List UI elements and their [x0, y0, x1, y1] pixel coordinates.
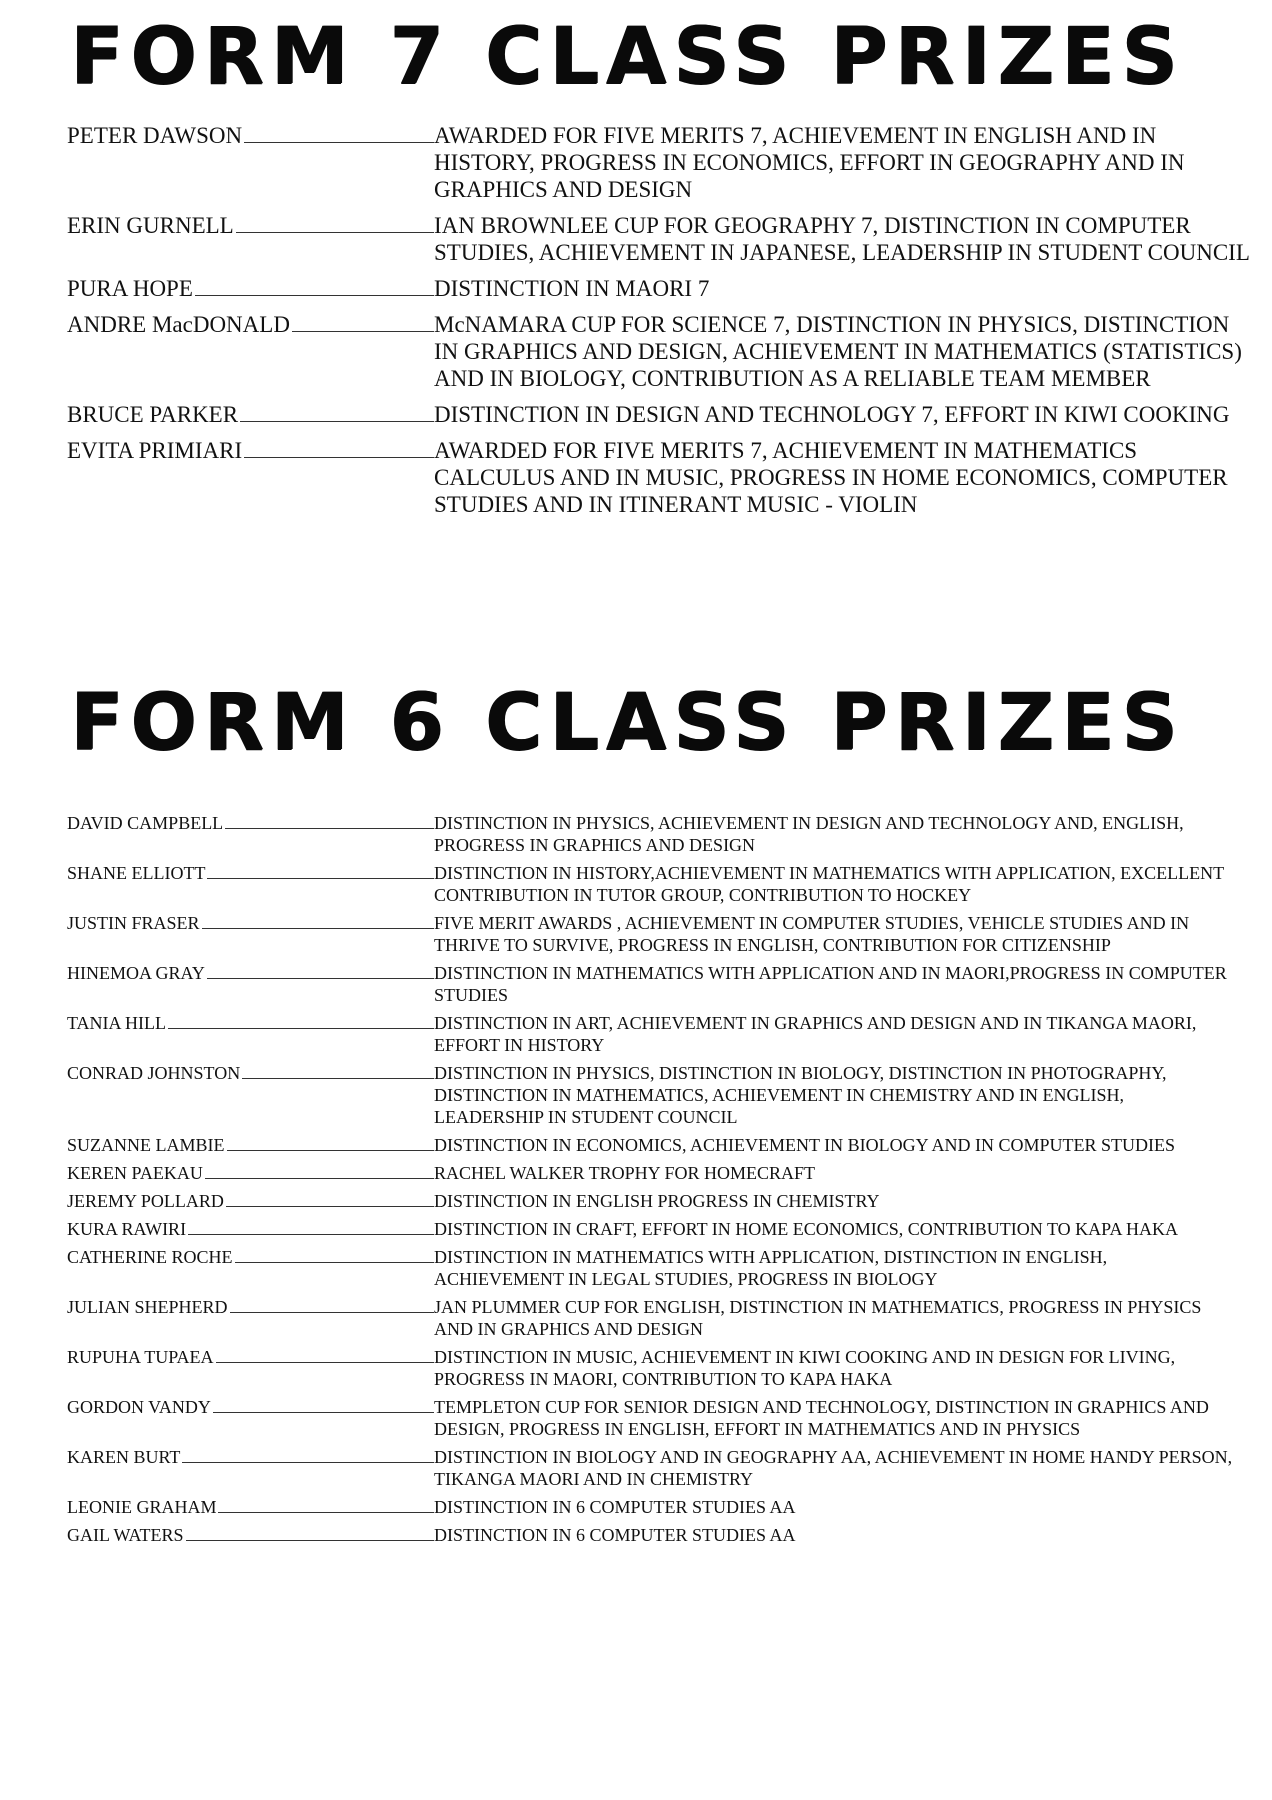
- dotted-leader-line: [230, 1296, 434, 1313]
- recipient-name: SHANE ELLIOTT: [67, 863, 206, 883]
- recipient-name: SUZANNE LAMBIE: [67, 1135, 225, 1155]
- prize-entry: [0, 311, 1272, 392]
- recipient-name: JUSTIN FRASER: [67, 913, 200, 933]
- recipient-name: EVITA PRIMIARI: [67, 438, 243, 463]
- recipient-column: [0, 122, 434, 149]
- recipient-name: KAREN BURT: [67, 1447, 181, 1467]
- recipient-column: [0, 812, 434, 834]
- recipient-column: [0, 212, 434, 239]
- dotted-leader-line: [236, 212, 434, 233]
- recipient-name: KEREN PAEKAU: [67, 1163, 203, 1183]
- recipient-name: KURA RAWIRI: [67, 1219, 187, 1239]
- recipient-column: [0, 1190, 434, 1212]
- prize-entry: [0, 1446, 1272, 1490]
- dotted-leader-line: [227, 1134, 435, 1151]
- recipient-name: ANDRE MacDONALD: [67, 312, 290, 337]
- award-description: DISTINCTION IN ART, ACHIEVEMENT IN GRAPHICS AND DESIGN AND IN TIKANGA MAORI, EFFORT IN HISTORY: [434, 1013, 1197, 1055]
- recipient-name: JEREMY POLLARD: [67, 1191, 224, 1211]
- recipient-column: [0, 1496, 434, 1518]
- prize-entry: [0, 1246, 1272, 1290]
- recipient-column: [0, 1062, 434, 1084]
- award-description: McNAMARA CUP FOR SCIENCE 7, DISTINCTION IN PHYSICS, DISTINCTION IN GRAPHICS AND DESIGN, ACHIEVEMENT IN MATHEMATICS (STATISTICS) AND IN BIOLOGY, CONTRIBUTION AS A RELIABLE TEAM MEMBER: [434, 312, 1242, 391]
- recipient-name: DAVID CAMPBELL: [67, 813, 224, 833]
- prize-entry: [0, 862, 1272, 906]
- form7-prize-list: [0, 122, 1272, 527]
- award-description: RACHEL WALKER TROPHY FOR HOMECRAFT: [434, 1163, 816, 1183]
- dotted-leader-line: [235, 1246, 435, 1263]
- award-description: DISTINCTION IN MUSIC, ACHIEVEMENT IN KIWI COOKING AND IN DESIGN FOR LIVING, PROGRESS IN MAORI, CONTRIBUTION TO KAPA HAKA: [434, 1347, 1176, 1389]
- recipient-column: [0, 1296, 434, 1318]
- recipient-name: CONRAD JOHNSTON: [67, 1063, 241, 1083]
- award-description: FIVE MERIT AWARDS , ACHIEVEMENT IN COMPUTER STUDIES, VEHICLE STUDIES AND IN THRIVE TO SURVIVE, PROGRESS IN ENGLISH, CONTRIBUTION FOR CITIZENSHIP: [434, 913, 1190, 955]
- recipient-name: GAIL WATERS: [67, 1525, 184, 1545]
- dotted-leader-line: [207, 962, 434, 979]
- recipient-name: TANIA HILL: [67, 1013, 167, 1033]
- award-description: DISTINCTION IN MATHEMATICS WITH APPLICATION, DISTINCTION IN ENGLISH, ACHIEVEMENT IN LEGAL STUDIES, PROGRESS IN BIOLOGY: [434, 1247, 1108, 1289]
- recipient-name: PETER DAWSON: [67, 123, 243, 148]
- recipient-column: [0, 1446, 434, 1468]
- prize-entry: [0, 1524, 1272, 1546]
- prize-entry: [0, 1134, 1272, 1156]
- award-description: AWARDED FOR FIVE MERITS 7, ACHIEVEMENT IN ENGLISH AND IN HISTORY, PROGRESS IN ECONOMICS, EFFORT IN GEOGRAPHY AND IN GRAPHICS AND DESIGN: [434, 123, 1185, 202]
- dotted-leader-line: [213, 1396, 434, 1413]
- recipient-name: HINEMOA GRAY: [67, 963, 205, 983]
- award-description: JAN PLUMMER CUP FOR ENGLISH, DISTINCTION IN MATHEMATICS, PROGRESS IN PHYSICS AND IN GRAPHICS AND DESIGN: [434, 1297, 1202, 1339]
- recipient-column: [0, 962, 434, 984]
- recipient-column: [0, 1012, 434, 1034]
- form6-prize-list: [0, 812, 1272, 1552]
- form7-heading: FORM 7 CLASS PRIZES: [70, 12, 1185, 102]
- dotted-leader-line: [240, 401, 434, 422]
- recipient-name: RUPUHA TUPAEA: [67, 1347, 214, 1367]
- recipient-column: [0, 401, 434, 428]
- prize-entry: [0, 812, 1272, 856]
- dotted-leader-line: [244, 437, 434, 458]
- dotted-leader-line: [168, 1012, 434, 1029]
- recipient-column: [0, 1162, 434, 1184]
- prize-entry: [0, 962, 1272, 1006]
- dotted-leader-line: [182, 1446, 434, 1463]
- dotted-leader-line: [202, 912, 434, 929]
- recipient-column: [0, 862, 434, 884]
- dotted-leader-line: [242, 1062, 434, 1079]
- award-description: DISTINCTION IN PHYSICS, ACHIEVEMENT IN DESIGN AND TECHNOLOGY AND, ENGLISH, PROGRESS IN GRAPHICS AND DESIGN: [434, 813, 1184, 855]
- prize-entry: [0, 275, 1272, 302]
- prize-entry: [0, 1012, 1272, 1056]
- recipient-column: [0, 1246, 434, 1268]
- dotted-leader-line: [225, 812, 434, 829]
- prize-entry: [0, 1062, 1272, 1128]
- recipient-column: [0, 1218, 434, 1240]
- award-description: DISTINCTION IN ECONOMICS, ACHIEVEMENT IN BIOLOGY AND IN COMPUTER STUDIES: [434, 1135, 1175, 1155]
- recipient-column: [0, 311, 434, 338]
- recipient-column: [0, 1396, 434, 1418]
- recipient-column: [0, 1346, 434, 1368]
- award-description: DISTINCTION IN 6 COMPUTER STUDIES AA: [434, 1497, 796, 1517]
- prize-entry: [0, 401, 1272, 428]
- recipient-column: [0, 437, 434, 464]
- recipient-name: LEONIE GRAHAM: [67, 1497, 217, 1517]
- award-description: DISTINCTION IN DESIGN AND TECHNOLOGY 7, EFFORT IN KIWI COOKING: [434, 402, 1230, 427]
- award-description: DISTINCTION IN PHYSICS, DISTINCTION IN BIOLOGY, DISTINCTION IN PHOTOGRAPHY, DISTINCTION IN MATHEMATICS, ACHIEVEMENT IN CHEMISTRY AND IN ENGLISH, LEADERSHIP IN STUDENT COUNCIL: [434, 1063, 1167, 1127]
- recipient-name: CATHERINE ROCHE: [67, 1247, 233, 1267]
- prize-entry: [0, 437, 1272, 518]
- dotted-leader-line: [226, 1190, 434, 1207]
- award-description: DISTINCTION IN MAORI 7: [434, 276, 710, 301]
- dotted-leader-line: [244, 122, 434, 143]
- dotted-leader-line: [216, 1346, 434, 1363]
- dotted-leader-line: [186, 1524, 435, 1541]
- dotted-leader-line: [207, 862, 434, 879]
- recipient-column: [0, 912, 434, 934]
- prize-entry: [0, 1296, 1272, 1340]
- dotted-leader-line: [188, 1218, 434, 1235]
- award-description: AWARDED FOR FIVE MERITS 7, ACHIEVEMENT IN MATHEMATICS CALCULUS AND IN MUSIC, PROGRESS IN HOME ECONOMICS, COMPUTER STUDIES AND IN ITINERANT MUSIC - VIOLIN: [434, 438, 1228, 517]
- dotted-leader-line: [218, 1496, 434, 1513]
- award-description: DISTINCTION IN CRAFT, EFFORT IN HOME ECONOMICS, CONTRIBUTION TO KAPA HAKA: [434, 1219, 1178, 1239]
- prize-entry: [0, 1190, 1272, 1212]
- award-description: DISTINCTION IN 6 COMPUTER STUDIES AA: [434, 1525, 796, 1545]
- prize-entry: [0, 912, 1272, 956]
- recipient-name: GORDON VANDY: [67, 1397, 211, 1417]
- award-description: IAN BROWNLEE CUP FOR GEOGRAPHY 7, DISTINCTION IN COMPUTER STUDIES, ACHIEVEMENT IN JAPANESE, LEADERSHIP IN STUDENT COUNCIL: [434, 213, 1250, 265]
- prize-entry: [0, 1346, 1272, 1390]
- recipient-column: [0, 275, 434, 302]
- award-description: TEMPLETON CUP FOR SENIOR DESIGN AND TECHNOLOGY, DISTINCTION IN GRAPHICS AND DESIGN, PROGRESS IN ENGLISH, EFFORT IN MATHEMATICS AND IN PHYSICS: [434, 1397, 1209, 1439]
- prize-entry: [0, 1218, 1272, 1240]
- recipient-name: ERIN GURNELL: [67, 213, 234, 238]
- dotted-leader-line: [292, 311, 434, 332]
- form6-heading: FORM 6 CLASS PRIZES: [70, 678, 1185, 768]
- prize-entry: [0, 122, 1272, 203]
- prize-entry: [0, 1396, 1272, 1440]
- award-description: DISTINCTION IN BIOLOGY AND IN GEOGRAPHY AA, ACHIEVEMENT IN HOME HANDY PERSON, TIKANGA MAORI AND IN CHEMISTRY: [434, 1447, 1233, 1489]
- recipient-column: [0, 1524, 434, 1546]
- award-description: DISTINCTION IN ENGLISH PROGRESS IN CHEMISTRY: [434, 1191, 880, 1211]
- dotted-leader-line: [195, 275, 434, 296]
- award-description: DISTINCTION IN MATHEMATICS WITH APPLICATION AND IN MAORI,PROGRESS IN COMPUTER STUDIES: [434, 963, 1227, 1005]
- recipient-name: PURA HOPE: [67, 276, 193, 301]
- recipient-name: JULIAN SHEPHERD: [67, 1297, 228, 1317]
- prize-entry: [0, 1162, 1272, 1184]
- dotted-leader-line: [205, 1162, 434, 1179]
- prize-entry: [0, 1496, 1272, 1518]
- award-description: DISTINCTION IN HISTORY,ACHIEVEMENT IN MATHEMATICS WITH APPLICATION, EXCELLENT CONTRIBUTION IN TUTOR GROUP, CONTRIBUTION TO HOCKEY: [434, 863, 1224, 905]
- recipient-column: [0, 1134, 434, 1156]
- prize-entry: [0, 212, 1272, 266]
- recipient-name: BRUCE PARKER: [67, 402, 239, 427]
